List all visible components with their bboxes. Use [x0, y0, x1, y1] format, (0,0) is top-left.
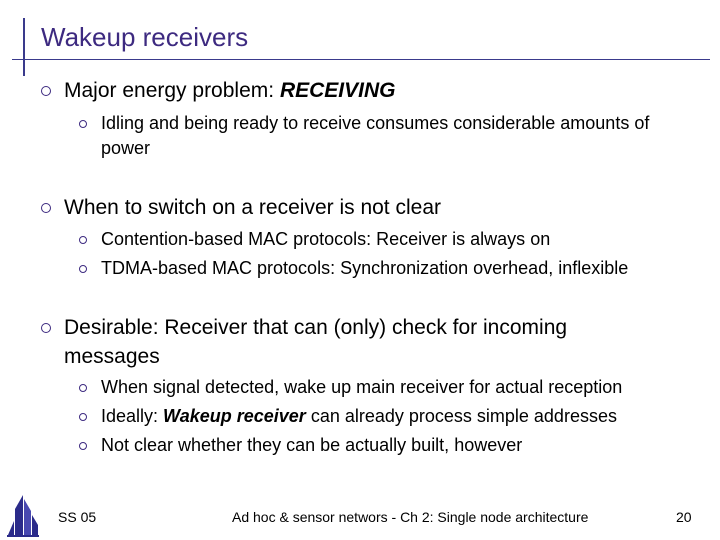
subbullet-emphasis: Wakeup receiver: [163, 406, 306, 426]
subbullet-signal-detected: [80, 375, 695, 400]
bullet-text: Major energy problem:: [64, 79, 280, 102]
subbullet-text: Not clear whether they can be actually built, however: [101, 435, 523, 455]
bullet-icon: [41, 203, 51, 213]
subbullet-text: TDMA-based MAC protocols: Synchronization overhead, inflexible: [101, 258, 629, 278]
subbullet-text: Ideally:: [101, 406, 164, 426]
university-logo-icon: [6, 491, 40, 537]
bullet-icon: [41, 323, 51, 333]
bullet-icon: [79, 236, 87, 244]
title-horizontal-rule: [12, 59, 710, 60]
subbullet-ideally: [80, 404, 695, 429]
bullet-desirable: [42, 313, 662, 371]
footer-course-title: Ad hoc & sensor networs - Ch 2: Single node architecture: [232, 509, 589, 525]
bullet-when-to-switch: [42, 193, 682, 222]
bullet-icon: [79, 384, 87, 392]
subbullet-not-clear: [80, 433, 695, 458]
bullet-text: Desirable: Receiver that can (only) check for incoming messages: [64, 316, 568, 368]
subbullet-text-suffix: can already process simple addresses: [305, 406, 617, 426]
title-vertical-rule: [23, 18, 25, 76]
bullet-emphasis: RECEIVING: [279, 79, 396, 102]
bullet-icon: [41, 86, 51, 96]
subbullet-contention: [80, 227, 695, 252]
slide-title: Wakeup receivers: [41, 22, 249, 52]
footer-page-number: 20: [676, 509, 692, 525]
bullet-icon: [79, 442, 87, 450]
subbullet-text: Contention-based MAC protocols: Receiver is always on: [101, 229, 551, 249]
bullet-text: When to switch on a receiver is not clear: [64, 196, 441, 219]
subbullet-text: When signal detected, wake up main receiver for actual reception: [101, 377, 623, 397]
subbullet-text: Idling and being ready to receive consumes considerable amounts of power: [101, 113, 650, 158]
subbullet-tdma: [80, 256, 695, 281]
footer-term: SS 05: [58, 509, 97, 525]
bullet-icon: [79, 265, 87, 273]
bullet-major-energy-problem: [42, 76, 682, 105]
bullet-icon: [79, 120, 87, 128]
subbullet-idling: [80, 111, 695, 161]
bullet-icon: [79, 413, 87, 421]
